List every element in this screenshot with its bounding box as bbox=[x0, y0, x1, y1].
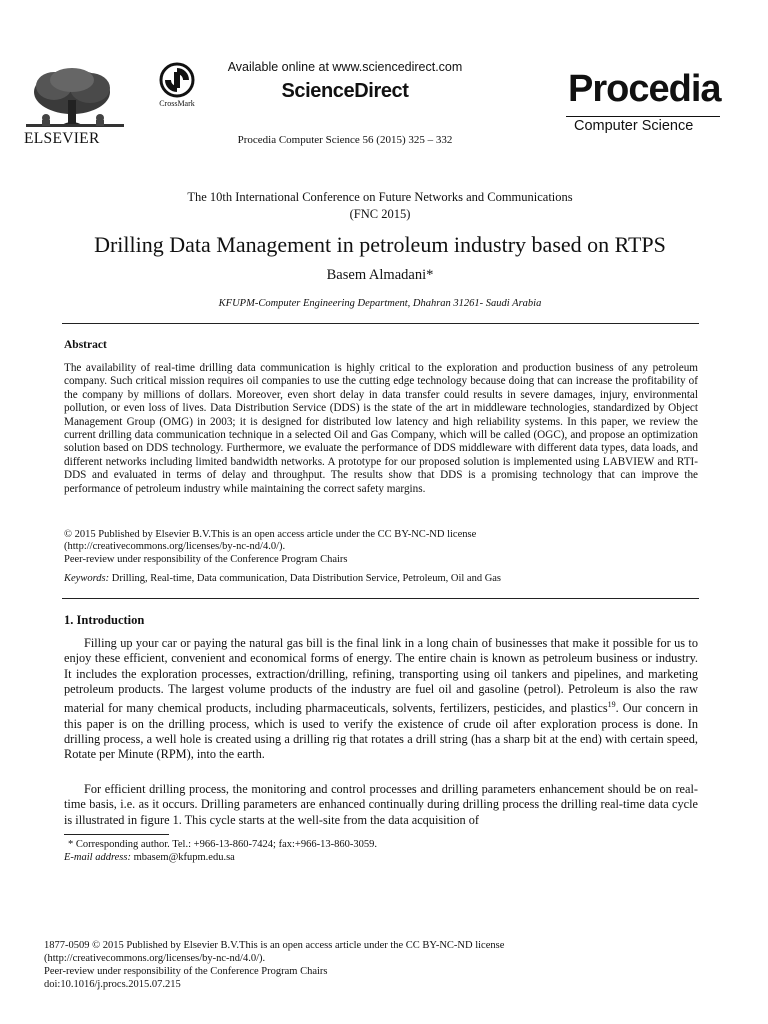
peer-review-line: Peer-review under responsibility of the Conference Program Chairs bbox=[64, 553, 348, 565]
crossmark-badge[interactable] bbox=[150, 62, 204, 108]
paper-title: Drilling Data Management in petroleum industry based on RTPS bbox=[94, 232, 666, 257]
email-label: E-mail address: bbox=[64, 852, 131, 863]
issn-license-line: 1877-0509 © 2015 Published by Elsevier B.V.This is an open access article under the CC BY-NC-ND license bbox=[44, 940, 505, 951]
author-affiliation: KFUPM-Computer Engineering Department, Dhahran 31261- Saudi Arabia bbox=[218, 298, 542, 309]
corresponding-author: * Corresponding author. Tel.: +966-13-860-7424; fax:+966-13-860-3059. bbox=[68, 839, 377, 850]
abstract-license bbox=[64, 529, 698, 566]
conference-name: The 10th International Conference on Future Networks and Communications bbox=[187, 190, 573, 204]
citation-superscript[interactable]: 19 bbox=[607, 700, 616, 710]
publisher-name: ELSEVIER bbox=[24, 130, 100, 147]
license-url[interactable]: (http://creativecommons.org/licenses/by-nc-nd/4.0/). bbox=[64, 541, 286, 553]
intro-paragraph-2 bbox=[64, 782, 698, 828]
procedia-logo bbox=[566, 60, 720, 136]
footnote bbox=[64, 838, 377, 864]
crossmark-label: CrossMark bbox=[159, 99, 195, 108]
crossmark-icon bbox=[159, 62, 195, 98]
author-name: Basem Almadani* bbox=[326, 267, 434, 283]
doi[interactable]: doi:10.1016/j.procs.2015.07.215 bbox=[44, 979, 181, 991]
abstract-heading: Abstract bbox=[64, 339, 107, 351]
footnote-divider bbox=[64, 834, 169, 835]
journal-reference: Procedia Computer Science 56 (2015) 325 – 332 bbox=[237, 134, 453, 146]
bottom-legal bbox=[44, 939, 504, 991]
intro-p1-text-b: . Our concern in this paper is on the drilling process, which is used to verify the existence of crude oil after exploration process is done. In drilling process, a well hole is created using a drilling rig that rotates a drill string (has a sharp bit at the end) with certain speed, Rotate per Minute (RPM), into the earth. bbox=[64, 701, 698, 762]
procedia-divider bbox=[566, 116, 720, 117]
procedia-wordmark: Procedia bbox=[568, 68, 721, 110]
procedia-subtitle: Computer Science bbox=[574, 118, 694, 134]
section-heading-introduction: 1. Introduction bbox=[64, 613, 145, 627]
keywords bbox=[64, 573, 698, 584]
bottom-peer-review: Peer-review under responsibility of the Conference Program Chairs bbox=[44, 966, 328, 978]
conference-acronym: (FNC 2015) bbox=[349, 207, 411, 221]
intro-p1-text-a: Filling up your car or paying the natural gas bill is the final link in a long chain of businesses that make it possible for us to enjoy these efficient, convenient and economical forms of energy. The entire chain is known as petroleum business or industry. It includes the exploration processes, extraction/drilling, refining, transporting using oil tankers and pipelines, and marketing petroleum products. The largest volume products of the industry are fuel oil and gasoline (petrol). Petroleum is also the raw material for many chemical products, including pharmaceuticals, solvents, fertilizers, pesticides, and plastics bbox=[64, 636, 698, 716]
license-line: © 2015 Published by Elsevier B.V.This is an open access article under the CC BY-NC-ND license bbox=[64, 529, 477, 540]
abstract-divider bbox=[62, 598, 699, 599]
intro-paragraph-1 bbox=[64, 636, 698, 762]
email-address[interactable]: mbasem@kfupm.edu.sa bbox=[130, 852, 235, 863]
abstract-body: The availability of real-time drilling data communication is highly critical to the exploration and production business of any petroleum company. Such critical mission requires oil companies to use the cutting edge technology because doing that can increase the profitability of the company by millions of dollars. Moreover, even short delay in data transfer could results in severe damages, injury, environmental pollution, or even loss of lives. Data Distribution Service (DDS) is the state of the art in middleware technologies, standardized by Object Management Group (OMG) in 2003; it is designed for distributed low latency and high reliability systems. In this paper, we review the current drilling data communication technique in a selected Oil and Gas Company, which will be called (OGC), and propose an optimization solution based on DDS technology. Furthermore, we evaluate the performance of DDS middleware with different data types, data loads, and different networks including limited bandwidth networks. A prototype for our proposed solution is implemented using LABVIEW and RTI-DDS and evaluated in terms of delay and throughput. The results show that DDS is a promising technology that can improve the performance of petroleum industry while maintaining the correct safety margins. bbox=[64, 362, 698, 495]
intro-p2-text: For efficient drilling process, the monitoring and control processes and drilling parameters enhancement should be on real-time basis, i.e. as it occurs. Drilling parameters are enhanced continually during drilling process the drilling real-time data cycle is illustrated in figure 1. This cycle starts at the well-site from the data acquisition of bbox=[64, 782, 698, 827]
header-divider bbox=[62, 323, 699, 324]
keywords-label: Keywords: bbox=[64, 573, 110, 584]
keywords-list: Drilling, Real-time, Data communication, Data Distribution Service, Petroleum, Oil and Gas bbox=[109, 573, 502, 584]
available-online-link[interactable]: Available online at www.sciencedirect.com bbox=[227, 60, 463, 74]
bottom-license-url[interactable]: (http://creativecommons.org/licenses/by-nc-nd/4.0/). bbox=[44, 953, 266, 965]
sciencedirect-logo: ScienceDirect bbox=[281, 80, 409, 102]
